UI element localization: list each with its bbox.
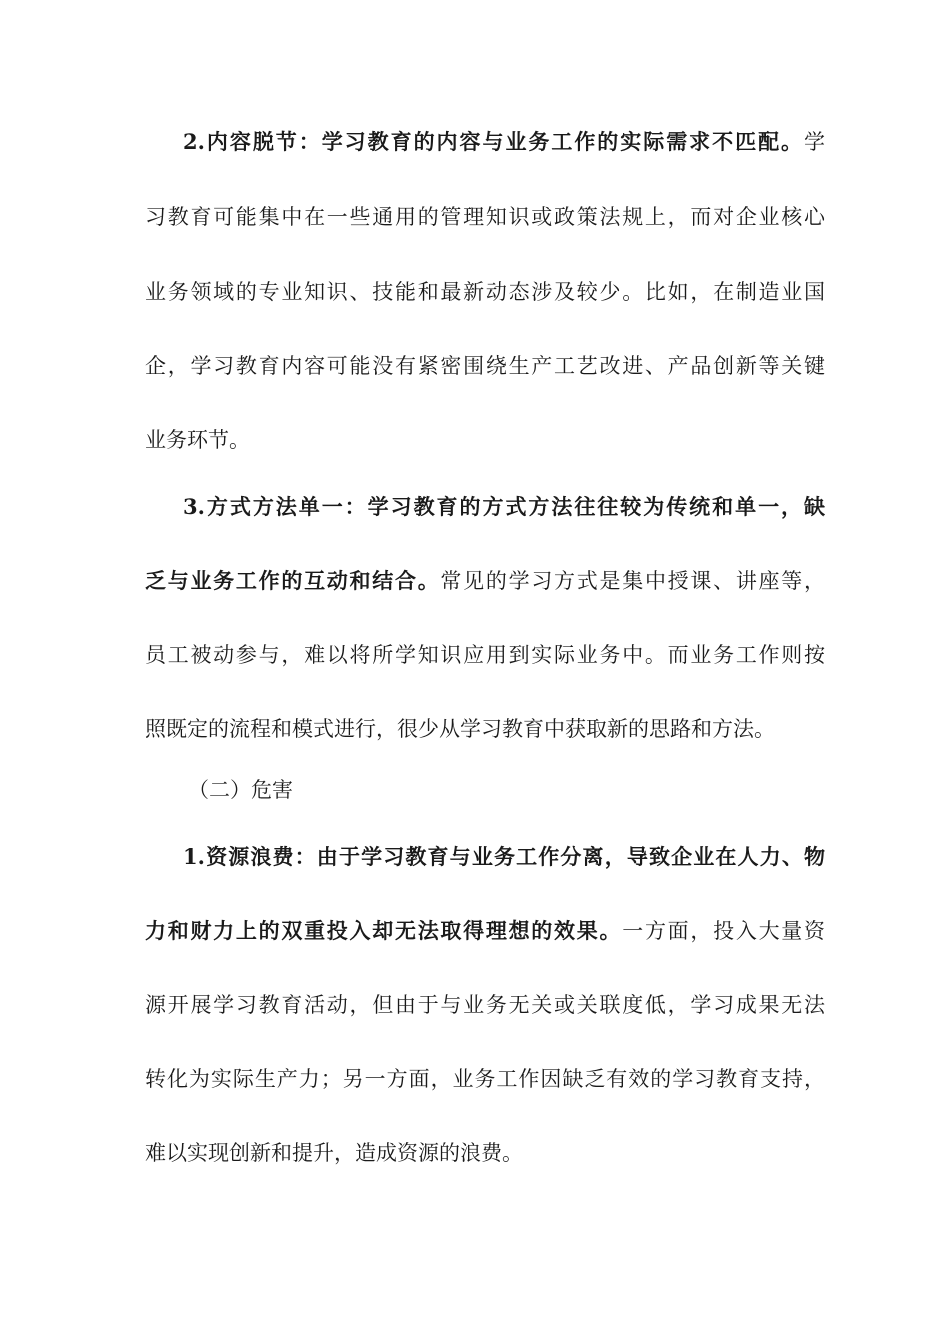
bold-lead: 2.内容脱节：学习教育的内容与业务工作的实际需求不匹配。 bbox=[183, 129, 804, 154]
paragraph-2-line-3 bbox=[145, 637, 825, 673]
paragraph-3-line-5 bbox=[145, 1135, 825, 1171]
paragraph-3-line-2 bbox=[145, 913, 825, 949]
paragraph-2-line-2 bbox=[145, 563, 825, 599]
paragraph-3-line-3 bbox=[145, 987, 825, 1023]
text-run: 常见的学习方式是集中授课、讲座等， bbox=[440, 569, 825, 593]
section-heading: （二）危害 bbox=[188, 778, 293, 802]
bold-lead: 乏与业务工作的互动和结合。 bbox=[145, 568, 441, 593]
text-run: 难以实现创新和提升，造成资源的浪费。 bbox=[145, 1141, 523, 1165]
paragraph-1-line-2 bbox=[145, 199, 825, 235]
text-run: 照既定的流程和模式进行，很少从学习教育中获取新的思路和方法。 bbox=[145, 717, 775, 741]
text-run: 转化为实际生产力；另一方面，业务工作因缺乏有效的学习教育支持， bbox=[145, 1067, 825, 1091]
paragraph-1-line-3 bbox=[145, 274, 825, 310]
paragraph-1-line-4 bbox=[145, 348, 825, 384]
bold-lead: 3.方式方法单一：学习教育的方式方法往往较为传统和单一，缺 bbox=[183, 494, 825, 519]
paragraph-3-line-4 bbox=[145, 1061, 825, 1097]
paragraph-2-line-1 bbox=[145, 489, 825, 525]
text-run: 业务环节。 bbox=[145, 428, 250, 452]
paragraph-1-line-1 bbox=[145, 124, 825, 160]
text-run: 源开展学习教育活动，但由于与业务无关或关联度低，学习成果无法 bbox=[145, 993, 825, 1017]
bold-lead: 力和财力上的双重投入却无法取得理想的效果。 bbox=[145, 918, 623, 943]
paragraph-3-line-1 bbox=[145, 839, 825, 875]
text-run: 企，学习教育内容可能没有紧密围绕生产工艺改进、产品创新等关键 bbox=[145, 354, 825, 378]
text-run: 一方面，投入大量资 bbox=[622, 919, 825, 943]
bold-lead: 1.资源浪费：由于学习教育与业务工作分离，导致企业在人力、物 bbox=[183, 844, 825, 869]
text-run: 习教育可能集中在一些通用的管理知识或政策法规上，而对企业核心 bbox=[145, 205, 825, 229]
text-run: 学 bbox=[804, 130, 825, 154]
paragraph-1-line-5 bbox=[145, 422, 825, 458]
text-run: 员工被动参与，难以将所学知识应用到实际业务中。而业务工作则按 bbox=[145, 643, 825, 667]
text-run: 业务领域的专业知识、技能和最新动态涉及较少。比如，在制造业国 bbox=[145, 280, 825, 304]
paragraph-2-line-4 bbox=[145, 711, 825, 747]
